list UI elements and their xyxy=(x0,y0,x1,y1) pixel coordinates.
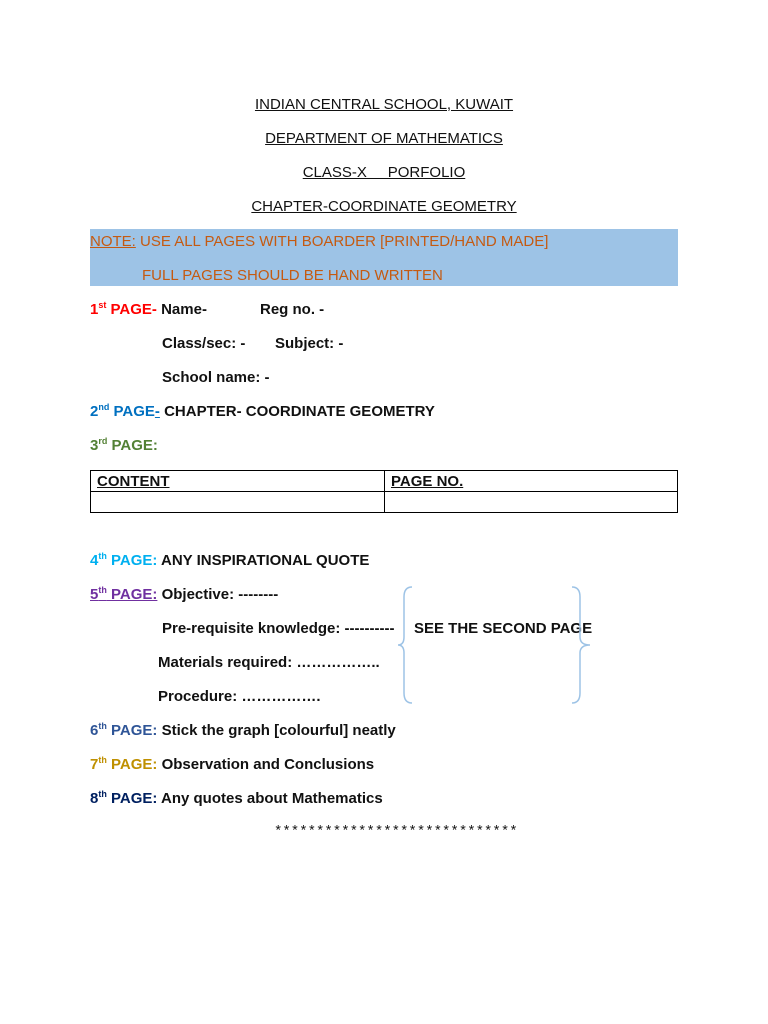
page6-sup: th xyxy=(98,721,107,731)
page7-text: Observation and Conclusions xyxy=(157,756,375,773)
table-header-content xyxy=(91,471,385,492)
page1-line xyxy=(90,301,207,318)
page4-sup: th xyxy=(98,551,107,561)
school-title: INDIAN CENTRAL SCHOOL, KUWAIT xyxy=(254,96,514,113)
page2-dash: - xyxy=(154,403,160,420)
page7-page-label: PAGE: xyxy=(106,756,158,773)
page5-label xyxy=(90,586,157,603)
left-brace-icon xyxy=(396,585,416,705)
page3-sup: rd xyxy=(98,436,108,446)
page8-label xyxy=(90,790,157,807)
page1-subject: Subject: - xyxy=(275,335,344,352)
class-portfolio-title: CLASS-X PORFOLIO xyxy=(302,164,466,181)
table-header-row xyxy=(91,471,678,492)
note-label: NOTE: xyxy=(90,233,136,250)
page2-num: 2 xyxy=(90,403,99,420)
chapter-title: CHAPTER-COORDINATE GEOMETRY xyxy=(251,198,517,215)
note-line-2: FULL PAGES SHOULD BE HAND WRITTEN xyxy=(142,267,443,284)
page1-class-sec: Class/sec: - xyxy=(162,335,246,352)
page1-name: Name- xyxy=(156,301,207,318)
footer-stars: ***************************** xyxy=(274,824,518,840)
content-table xyxy=(90,470,678,513)
page3-num: 3 xyxy=(90,437,99,454)
page8-num: 8 xyxy=(90,790,99,807)
page6-page-label: PAGE: xyxy=(106,722,158,739)
page7-line xyxy=(90,756,374,773)
page1-page-label: PAGE- xyxy=(106,301,157,318)
table-header-page-no-text: PAGE NO. xyxy=(391,472,464,490)
page5-prerequisite: Pre-requisite knowledge: ---------- xyxy=(162,620,395,637)
page4-line xyxy=(90,552,369,569)
page4-text: ANY INSPIRATIONAL QUOTE xyxy=(157,552,370,569)
page6-num: 6 xyxy=(90,722,99,739)
page5-num: 5 xyxy=(90,586,99,603)
page7-label xyxy=(90,756,157,773)
page2-label xyxy=(90,403,160,420)
page2-line xyxy=(90,403,435,420)
page8-sup: th xyxy=(98,789,107,799)
page5-procedure: Procedure: ……………. xyxy=(158,688,321,705)
see-second-page-note: SEE THE SECOND PAGE xyxy=(414,620,593,637)
page1-label xyxy=(90,301,157,318)
page8-line xyxy=(90,790,383,807)
table-header-page-no xyxy=(385,471,678,492)
note-line-1 xyxy=(90,233,548,250)
page6-label xyxy=(90,722,157,739)
page5-objective: Objective: -------- xyxy=(157,586,279,603)
page3-page-label: PAGE: xyxy=(107,437,158,454)
page7-num: 7 xyxy=(90,756,99,773)
page7-sup: th xyxy=(98,755,107,765)
page1-reg-no: Reg no. - xyxy=(260,301,325,318)
page5-materials: Materials required: …………….. xyxy=(158,654,380,671)
page8-page-label: PAGE: xyxy=(106,790,158,807)
page5-sup: th xyxy=(98,585,107,595)
page4-num: 4 xyxy=(90,552,99,569)
right-brace-icon xyxy=(570,585,594,705)
page1-school-name: School name: - xyxy=(162,369,270,386)
page2-page-label: PAGE xyxy=(109,403,155,420)
page5-line xyxy=(90,586,278,603)
page2-text: CHAPTER- COORDINATE GEOMETRY xyxy=(159,403,435,420)
page1-num: 1 xyxy=(90,301,99,318)
page5-page-label: PAGE: xyxy=(106,586,158,603)
note-text-1: USE ALL PAGES WITH BOARDER [PRINTED/HAND MADE] xyxy=(135,233,549,250)
table-cell xyxy=(385,492,678,513)
table-row xyxy=(91,492,678,513)
page2-sup: nd xyxy=(98,402,110,412)
page8-text: Any quotes about Mathematics xyxy=(157,790,383,807)
table-header-content-text: CONTENT xyxy=(97,472,170,490)
page6-line xyxy=(90,722,396,739)
page1-sup: st xyxy=(98,300,107,310)
page6-text: Stick the graph [colourful] neatly xyxy=(157,722,396,739)
page4-label xyxy=(90,552,157,569)
page4-page-label: PAGE: xyxy=(106,552,158,569)
table-cell xyxy=(91,492,385,513)
department-title: DEPARTMENT OF MATHEMATICS xyxy=(265,130,503,147)
page3-label xyxy=(90,437,158,454)
